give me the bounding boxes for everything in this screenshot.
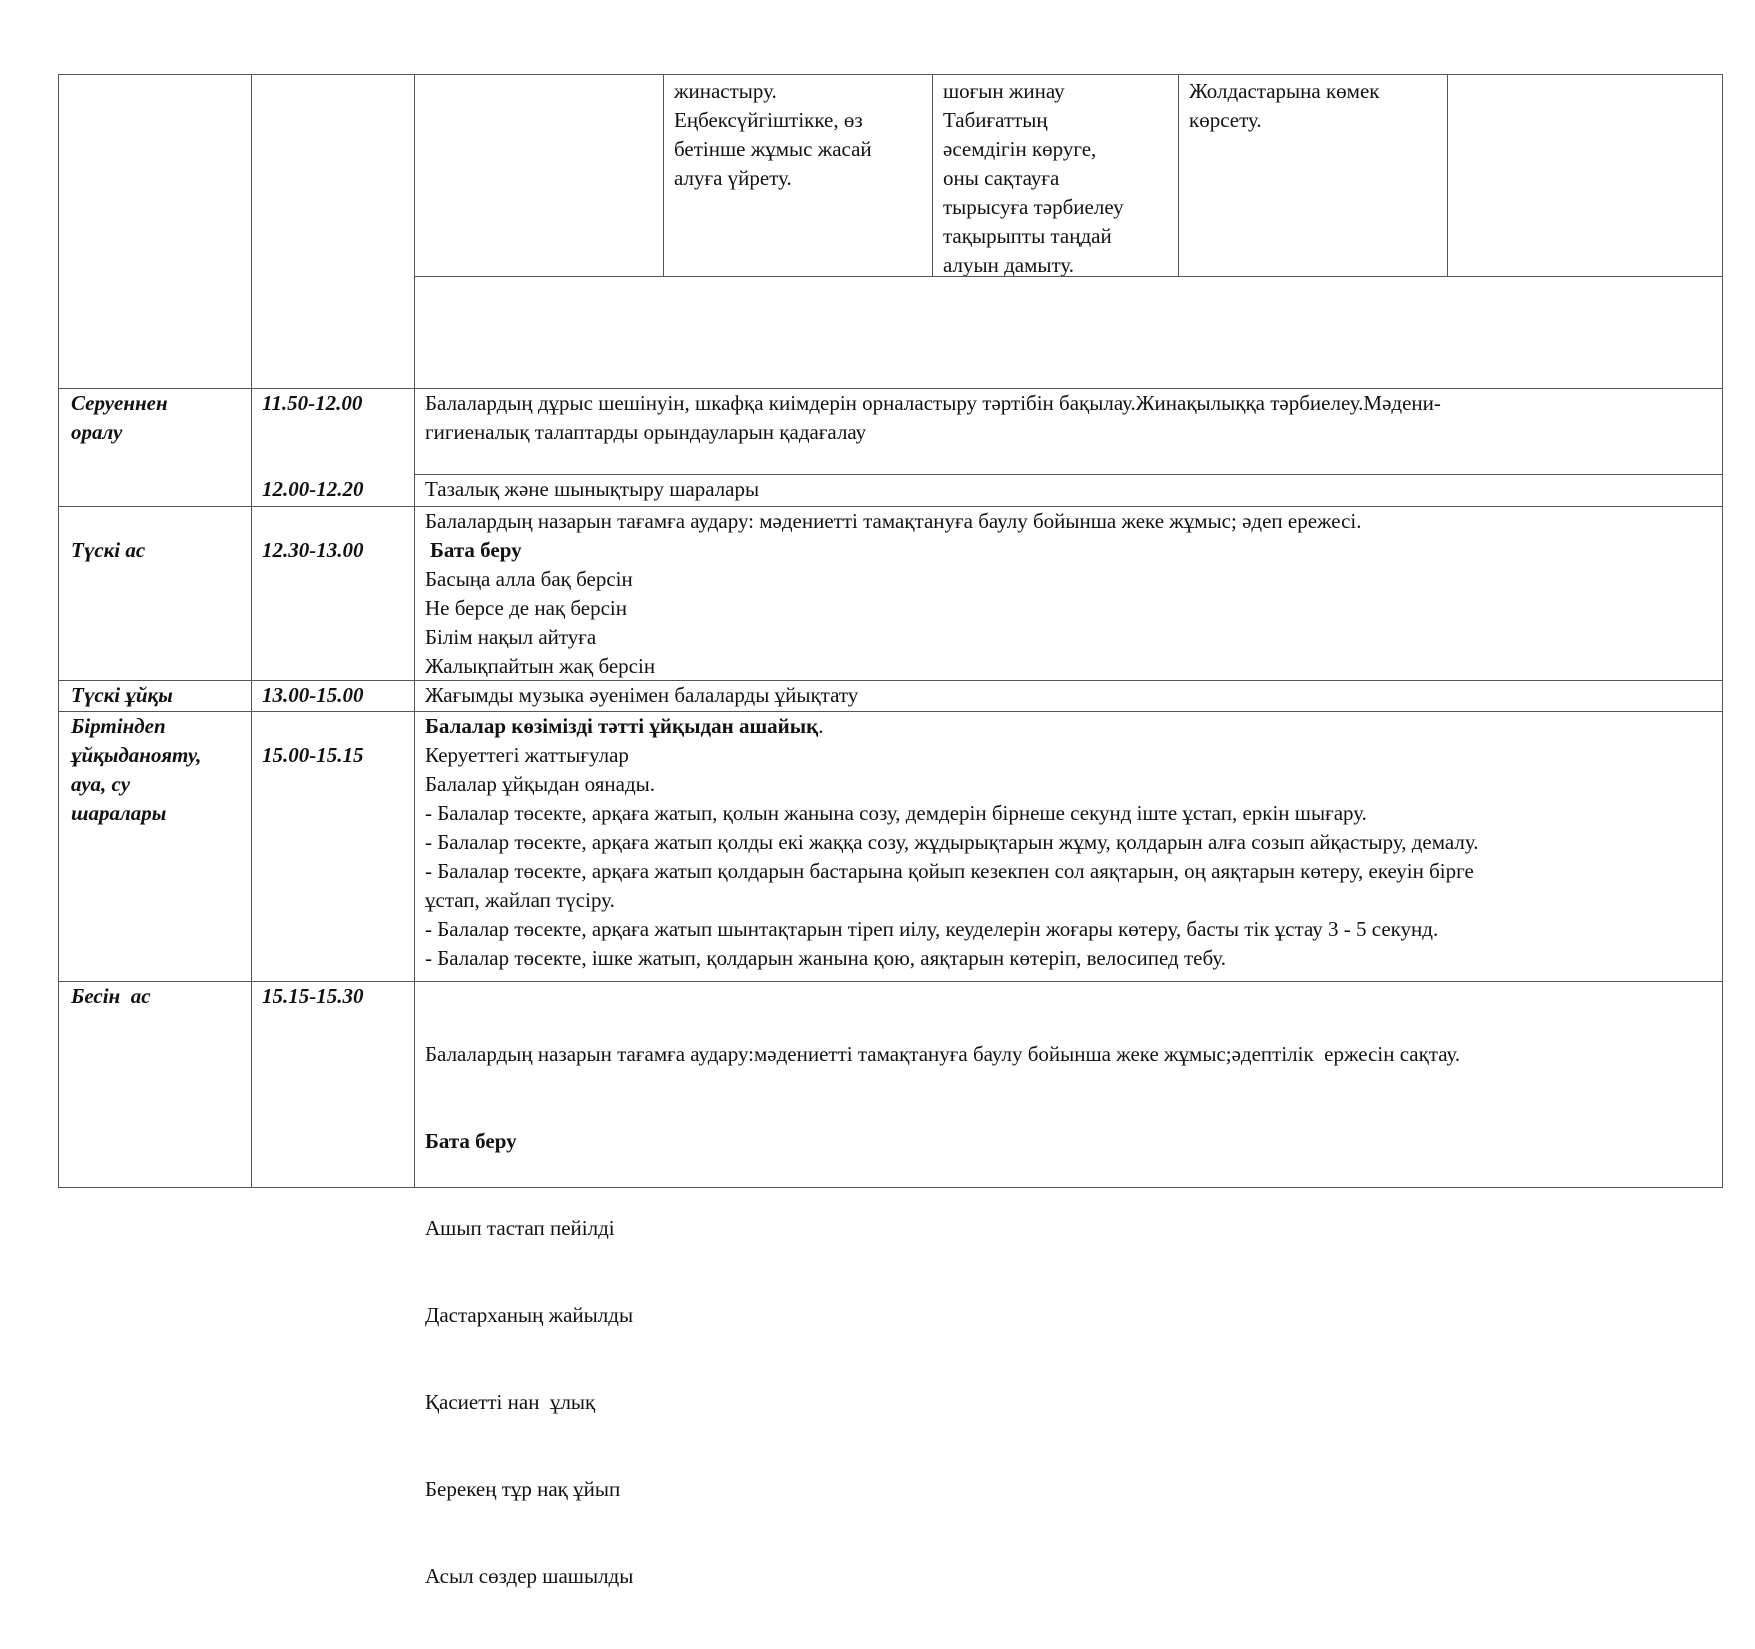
col5-line: тақырыпты таңдай bbox=[943, 224, 1112, 248]
nap-text: Жағымды музыка әуенімен балаларды ұйықтату bbox=[425, 683, 859, 707]
lunch-name: Түскі ас bbox=[71, 538, 146, 562]
snack-blessing-line: Берекең тұр нақ ұйып bbox=[425, 1477, 621, 1501]
nap-name-cell bbox=[58, 680, 252, 712]
snack-time-cell bbox=[251, 981, 415, 1188]
wakeup-line: ұстап, жайлап түсіру. bbox=[425, 888, 615, 912]
wakeup-text-cell bbox=[414, 711, 1723, 982]
wakeup-name-cell bbox=[58, 711, 252, 982]
nap-time-cell bbox=[251, 680, 415, 712]
lunch-blessing-line: Білім нақыл айтуға bbox=[425, 625, 597, 649]
wakeup-line: - Балалар төсекте, арқаға жатып, қолын жанына созу, демдерін бірнеше секунд іште ұстап, еркін шығару. bbox=[425, 801, 1367, 825]
schedule-table bbox=[58, 74, 1723, 1588]
return-walk-name-cell bbox=[58, 388, 252, 507]
nap-name: Түскі ұйқы bbox=[71, 683, 173, 707]
wakeup-name-line: ұйқыданояту, bbox=[71, 743, 202, 767]
top-row-col1 bbox=[58, 74, 252, 389]
col5-line: тырысуға тәрбиелеу bbox=[943, 195, 1124, 219]
return-walk-text2-cell bbox=[414, 474, 1723, 507]
col6-line: көрсету. bbox=[1189, 108, 1262, 132]
lunch-time: 12.30-13.00 bbox=[262, 538, 364, 562]
col4-line: Еңбексүйгіштікке, өз bbox=[674, 108, 863, 132]
wakeup-line: Балалар ұйқыдан оянады. bbox=[425, 772, 656, 796]
lunch-heading: Бата беру bbox=[430, 538, 522, 562]
return-walk-text-line: гигиеналық талаптарды орындауларын қадағалау bbox=[425, 420, 867, 444]
return-walk-time2: 12.00-12.20 bbox=[262, 477, 364, 501]
top-row-empty-wide bbox=[414, 276, 1723, 389]
snack-time: 15.15-15.30 bbox=[262, 984, 364, 1008]
col5-line: шоғын жинау bbox=[943, 79, 1065, 103]
top-row-col7 bbox=[1447, 74, 1723, 277]
top-row-col5 bbox=[932, 74, 1179, 277]
return-walk-time1: 11.50-12.00 bbox=[262, 391, 363, 415]
return-walk-name-line: оралу bbox=[71, 420, 123, 444]
col4-line: бетінше жұмыс жасай bbox=[674, 137, 872, 161]
snack-blessing-line: Ашып тастап пейілді bbox=[425, 1216, 615, 1240]
top-row-col6 bbox=[1178, 74, 1448, 277]
lunch-text-cell bbox=[414, 506, 1723, 681]
lunch-blessing-line: Жалықпайтын жақ берсін bbox=[425, 654, 656, 678]
col5-line: оны сақтауға bbox=[943, 166, 1060, 190]
wakeup-line: - Балалар төсекте, арқаға жатып қолды екі жаққа созу, жұдырықтарын жұму, қолдарын алға созып айқастыру, демалу. bbox=[425, 830, 1479, 854]
lunch-blessing-line: Басыңа алла бақ берсін bbox=[425, 567, 633, 591]
snack-name-cell bbox=[58, 981, 252, 1188]
snack-text-cell bbox=[414, 981, 1723, 1588]
wakeup-heading-tail: . bbox=[818, 714, 824, 738]
lunch-blessing-line: Не берсе де нақ берсін bbox=[425, 596, 628, 620]
top-row-col2 bbox=[251, 74, 415, 389]
snack-blessing-line: Дастарханың жайылды bbox=[425, 1303, 634, 1327]
wakeup-time: 15.00-15.15 bbox=[262, 743, 364, 767]
return-walk-name-line: Серуеннен bbox=[71, 391, 168, 415]
snack-heading: Бата беру bbox=[425, 1129, 517, 1153]
lunch-intro: Балалардың назарын тағамға аудару: мәдениетті тамақтануға баулу бойынша жеке жұмыс; әдеп ережесі. bbox=[425, 509, 1362, 533]
snack-blessing-line: Қасиетті нан ұлық bbox=[425, 1390, 596, 1414]
lunch-time-cell bbox=[251, 506, 415, 681]
col5-line: Табиғаттың bbox=[943, 108, 1048, 132]
snack-name: Бесін ас bbox=[71, 984, 151, 1008]
wakeup-name-line: Біртіндеп bbox=[71, 714, 166, 738]
return-walk-text1-cell bbox=[414, 388, 1723, 475]
nap-text-cell bbox=[414, 680, 1723, 712]
top-row-col3 bbox=[414, 74, 664, 277]
wakeup-line: Керуеттегі жаттығулар bbox=[425, 743, 629, 767]
col6-line: Жолдастарына көмек bbox=[1189, 79, 1380, 103]
snack-blessing-line: Асыл сөздер шашылды bbox=[425, 1564, 634, 1588]
return-walk-text-line: Балалардың дұрыс шешінуін, шкафқа киімдерін орналастыру тәртібін бақылау.Жинақылыққа тәрбиелеу.Мәдени- bbox=[425, 391, 1441, 415]
wakeup-time-cell bbox=[251, 711, 415, 982]
wakeup-line: - Балалар төсекте, ішке жатып, қолдарын жанына қою, аяқтарын көтеріп, велосипед тебу. bbox=[425, 946, 1227, 970]
col4-line: жинастыру. bbox=[674, 79, 777, 103]
return-walk-time-cell bbox=[251, 388, 415, 507]
top-row-col4 bbox=[663, 74, 933, 277]
wakeup-heading: Балалар көзімізді тәтті ұйқыдан ашайық bbox=[425, 714, 819, 738]
lunch-name-cell bbox=[58, 506, 252, 681]
nap-time: 13.00-15.00 bbox=[262, 683, 364, 707]
wakeup-line: - Балалар төсекте, арқаға жатып қолдарын бастарына қойып кезекпен сол аяқтарын, оң аяқтарын көтеру, екеуін бірге bbox=[425, 859, 1474, 883]
wakeup-line: - Балалар төсекте, арқаға жатып шынтақтарын тіреп иілу, кеуделерін жоғары көтеру, басты тік ұстау 3 - 5 секунд. bbox=[425, 917, 1439, 941]
wakeup-name-line: ауа, су bbox=[71, 772, 131, 796]
wakeup-name-line: шаралары bbox=[71, 801, 167, 825]
col4-line: алуға үйрету. bbox=[674, 166, 792, 190]
snack-intro: Балалардың назарын тағамға аудару:мәдениетті тамақтануға баулу бойынша жеке жұмыс;әдептілік ержесін сақтау. bbox=[425, 1042, 1461, 1066]
col5-line: алуын дамыту. bbox=[943, 253, 1075, 277]
col5-line: әсемдігін көруге, bbox=[943, 137, 1097, 161]
return-walk-text2: Тазалық және шынықтыру шаралары bbox=[425, 477, 760, 501]
